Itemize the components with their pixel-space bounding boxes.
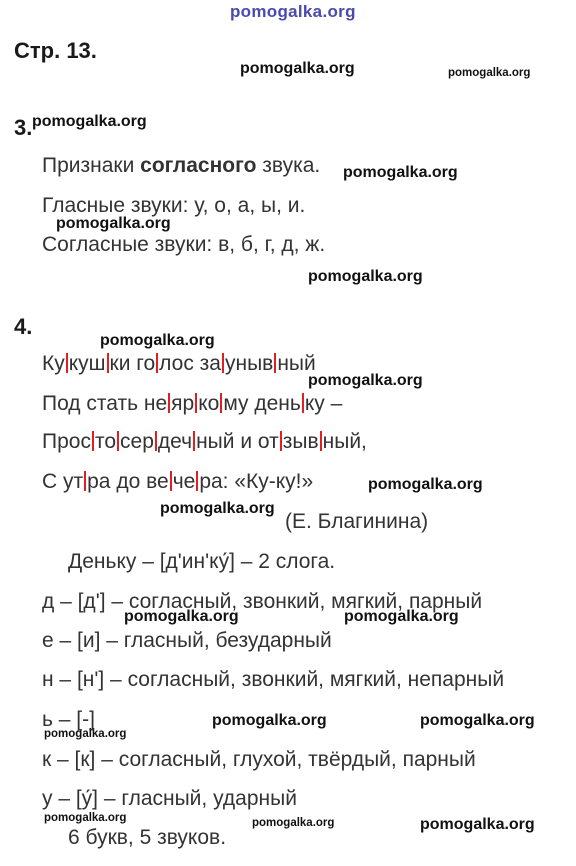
poem-line-2 xyxy=(42,392,342,416)
watermark: pomogalka.org xyxy=(240,60,355,77)
syllable-divider xyxy=(92,431,94,451)
watermark: pomogalka.org xyxy=(448,67,531,79)
poem-author: (Е. Благинина) xyxy=(285,510,429,533)
syllable-divider xyxy=(193,431,195,451)
syllable-divider xyxy=(168,393,170,413)
task4-number: 4. xyxy=(14,314,33,339)
watermark: pomogalka.org xyxy=(420,816,535,833)
letter-line: е – [и] – гласный, безударный xyxy=(42,629,332,652)
syllable-divider xyxy=(155,431,157,451)
syllable: ку – xyxy=(304,392,343,415)
poem-line-4 xyxy=(42,470,313,494)
syllable: С ут xyxy=(42,470,84,493)
watermark: pomogalka.org xyxy=(160,500,275,517)
syllable: ра: «Ку-ку!» xyxy=(199,470,314,493)
signs-suffix: звука. xyxy=(256,154,321,177)
syllable: че xyxy=(172,470,196,493)
syllable: уныв xyxy=(224,352,274,375)
syllable: ный xyxy=(277,352,316,375)
syllable-divider xyxy=(280,431,282,451)
syllable: куш xyxy=(68,352,106,375)
letter-line: к – [к] – согласный, глухой, твёрдый, парный xyxy=(42,748,476,771)
poem-line-1 xyxy=(42,352,316,376)
letter-line: н – [н'] – согласный, звонкий, мягкий, непарный xyxy=(42,668,505,691)
syllable: ра до ве xyxy=(87,470,169,493)
watermark: pomogalka.org xyxy=(32,113,147,130)
task3-consonants: Согласные звуки: в, б, г, д, ж. xyxy=(42,233,326,256)
signs-bold-word: согласного xyxy=(140,154,257,177)
task3-vowels: Гласные звуки: у, о, а, ы, и. xyxy=(42,194,306,217)
watermark: pomogalka.org xyxy=(212,712,327,729)
syllable-divider xyxy=(195,393,197,413)
syllable: ный, xyxy=(322,430,367,453)
task3-signs xyxy=(42,154,320,178)
watermark: pomogalka.org xyxy=(343,164,458,181)
watermark: pomogalka.org xyxy=(420,712,535,729)
syllable: сер xyxy=(120,430,154,453)
watermark: pomogalka.org xyxy=(100,332,215,349)
syllable: лос за xyxy=(159,352,221,375)
syllable-divider xyxy=(84,471,86,491)
syllable: Ку xyxy=(42,352,65,375)
watermark: pomogalka.org xyxy=(230,2,356,21)
poem-line-3 xyxy=(42,430,367,454)
syllable: ко xyxy=(198,392,220,415)
syllable: Под стать не xyxy=(42,392,168,415)
syllable-divider xyxy=(196,471,198,491)
syllable-divider xyxy=(302,393,304,413)
task3-number: 3. xyxy=(14,115,33,140)
syllable: ки го xyxy=(109,352,156,375)
watermark: pomogalka.org xyxy=(124,608,239,625)
letter-line: д – [д'] – согласный, звонкий, мягкий, парный xyxy=(42,590,483,613)
syllable-divider xyxy=(117,431,119,451)
syllable: яр xyxy=(171,392,195,415)
syllable: деч xyxy=(157,430,193,453)
syllable-divider xyxy=(170,471,172,491)
syllable-divider xyxy=(222,353,224,373)
letter-line: ь – [-] xyxy=(42,708,95,731)
syllable-divider xyxy=(66,353,68,373)
word-analysis: Деньку – [д'ин'ку́] – 2 слога. xyxy=(68,550,336,573)
syllable-divider xyxy=(156,353,158,373)
syllable: му день xyxy=(223,392,301,415)
syllable: зыв xyxy=(282,430,319,453)
watermark: pomogalka.org xyxy=(308,372,423,389)
watermark: pomogalka.org xyxy=(56,215,171,232)
watermark: pomogalka.org xyxy=(368,476,483,493)
syllable: ный и от xyxy=(196,430,279,453)
syllable-divider xyxy=(107,353,109,373)
watermark: pomogalka.org xyxy=(308,268,423,285)
watermark: pomogalka.org xyxy=(344,608,459,625)
letter-line: у – [у́] – гласный, ударный xyxy=(42,787,297,810)
watermark: pomogalka.org xyxy=(252,817,335,829)
syllable: то xyxy=(94,430,117,453)
watermark: pomogalka.org xyxy=(44,728,127,740)
syllable-divider xyxy=(320,431,322,451)
summary: 6 букв, 5 звуков. xyxy=(68,826,227,849)
signs-prefix: Признаки xyxy=(42,154,141,177)
syllable: Прос xyxy=(42,430,91,453)
page-title: Стр. 13. xyxy=(14,38,97,63)
watermark: pomogalka.org xyxy=(44,812,127,824)
